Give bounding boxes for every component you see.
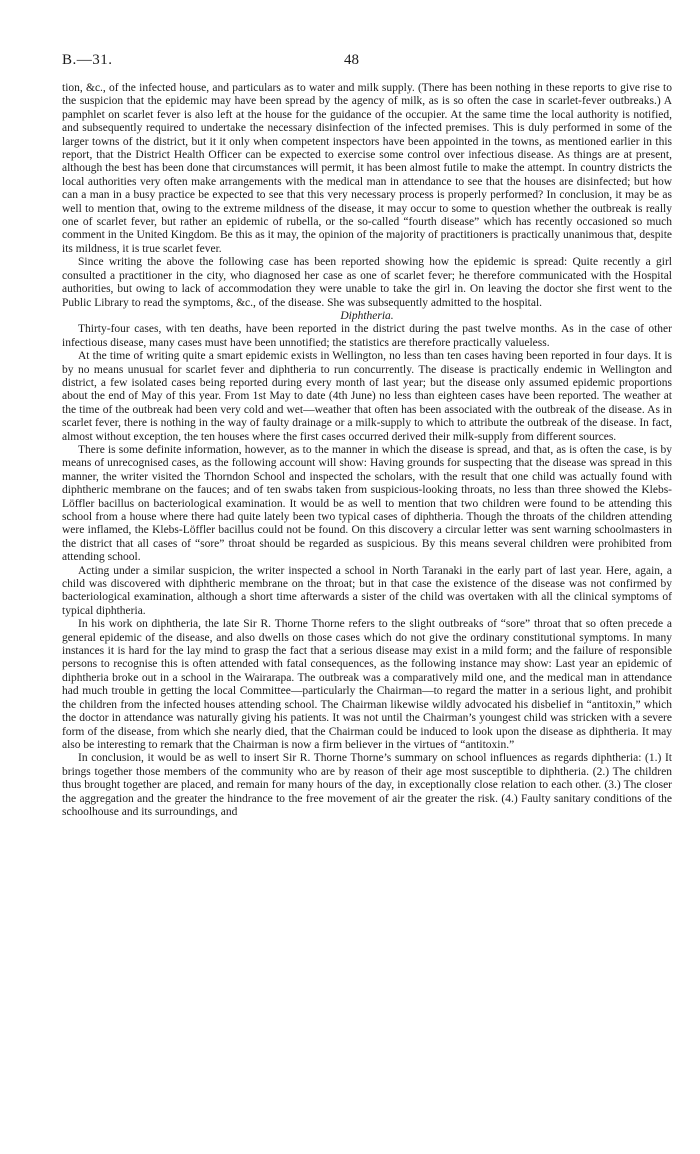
paragraph: There is some definite information, however, as to the manner in which the disease is spread, and that, as is often the case, is by means of unrecognised cases, as the following account will show: Having grounds for suspecting that the disease was spread in this manner, the writer visited the Thorndon School and inspected the scholars, with the result that one child was actually found with diphtheric membrane on the fauces; and of ten swabs taken from suspicious-looking throats, no less than three showed the Klebs-Löffler bacillus on bacteriological examination. It would be as well to mention that two children were found to be attending this school from a house where there had quite lately been two typical cases of diphtheria. Though the throats of the children attending were inflamed, the Klebs-Löffler bacillus could not be found. On this discovery a circular letter was sent warning schoolmasters in the district that all cases of “sore” throat should be regarded as suspicious. By this means several children were prohibited from attending school. <box>62 443 672 564</box>
document-reference: B.—31. <box>62 52 113 68</box>
page-number: 48 <box>344 52 359 68</box>
paragraph: Acting under a similar suspicion, the writer inspected a school in North Taranaki in the early part of last year. Here, again, a child was discovered with diphtheric membrane on the throat; but in that case the existence of the disease was not confirmed by bacteriological examination, although a short time afterwards a sister of the child was overtaken with all the clinical symptoms of typical diphtheria. <box>62 564 672 617</box>
section-heading-diphtheria: Diphtheria. <box>340 309 394 322</box>
paragraph: At the time of writing quite a smart epidemic exists in Wellington, no less than ten cases having been reported in four days. It is by no means unusual for scarlet fever and diphtheria to run concurrently. The disease is practically endemic in Wellington and district, a few isolated cases being reported during every month of last year; but the disease only assumed epidemic proportions about the end of May of this year. From 1st May to date (4th June) no less than eighteen cases have been reported. The weather at the time of the outbreak had been very cold and wet—weather that often has been associated with the outbreak of the disease. As in scarlet fever, there is nothing in the way of faulty drainage or a milk-supply to which to attribute the outbreak of the disease. In fact, almost without exception, the ten houses where the first cases occurred derived their milk-supply from different sources. <box>62 350 672 443</box>
page-header <box>62 52 672 72</box>
paragraph-scarlet-fever-continued: tion, &c., of the infected house, and particulars as to water and milk supply. (There has been nothing in these reports to give rise to the suspicion that the epidemic may have been spread by the agency of milk, as is so often the case in scarlet-fever outbreaks.) A pamphlet on scarlet fever is also left at the house for the guidance of the occupier. At the same time the local authority is notified, and subsequently required to undertake the necessary disinfection of the infected premises. This is duly performed in some of the larger towns of the district, but it it only when competent inspectors have been appointed in the towns, as mentioned earlier in this report, that the District Health Officer can be expected to exercise some control over infectious disease. As things are at present, although the best has been done that circumstances will permit, it has been almost futile to make the attempt. In country districts the local authorities very often make arrangements with the medical man in attendance to see that the houses are disinfected; but how can a man in a busy practice be expected to see that this very necessary process is properly performed? In conclusion, it may be as well to mention that, owing to the extreme mildness of the disease, it may occur to some to question whether the outbreak is really one of scarlet fever, but rather an epidemic of rubella, or the so-called “fourth disease” which has recently occasioned so much comment in the United Kingdom. Be this as it may, the opinion of the majority of practitioners is practically unanimous that, despite its mildness, it is true scarlet fever. <box>62 82 672 255</box>
paragraph-epidemic-case: Since writing the above the following case has been reported showing how the epidemic is spread: Quite recently a girl consulted a practitioner in the city, who diagnosed her case as one of scarlet fever; he therefore communicated with the Hospital authorities, but owing to lack of accommodation they were unable to take the girl in. On leaving the doctor she first went to the Public Library to read the symptoms, &c., of the disease. She was subsequently admitted to the hospital. <box>62 256 672 309</box>
paragraph: In his work on diphtheria, the late Sir R. Thorne Thorne refers to the slight outbreaks of “sore” throat that so often precede a general epidemic of the disease, and also dwells on those cases which do not give the ordinary constitutional symptoms. In many instances it is hard for the lay mind to grasp the fact that a serious disease may exist in a mild form; and the failure of responsible persons to recognise this is often attended with fatal consequences, as the following instance may show: Last year an epidemic of diphtheria broke out in a school in the Wairarapa. The outbreak was a comparatively mild one, and the medical man in attendance had much trouble in getting the local Committee—particularly the Chairman—to regard the matter in a serious light, and prohibit the children from the infected houses attending school. The Chairman likewise wildly advocated his disbelief in “antitoxin,” which the doctor in attendance was naturally giving his patients. It was not until the Chairman’s youngest child was stricken with a severe form of the disease, from which she nearly died, that the Chairman could be induced to look upon the disease as diphtheria. It may also be interesting to remark that the Chairman is now a firm believer in the virtues of “antitoxin.” <box>62 618 672 751</box>
paragraph: In conclusion, it would be as well to insert Sir R. Thorne Thorne’s summary on school influences as regards diphtheria: (1.) It brings together those members of the community who are by reason of their age most susceptible to diphtheria. (2.) The children thus brought together are placed, and remain for many hours of the day, in exceptionally close relation to each other. (3.) The closer the aggregation and the greater the hindrance to the free movement of air the greater the risk. (4.) Faulty sanitary conditions of the schoolhouse and its surroundings, and <box>62 752 672 818</box>
page-body <box>62 82 672 819</box>
paragraph: Thirty-four cases, with ten deaths, have been reported in the district during the past twelve months. As in the case of other infectious disease, many cases must have been unnotified; the statistics are therefore practically valueless. <box>62 323 672 349</box>
